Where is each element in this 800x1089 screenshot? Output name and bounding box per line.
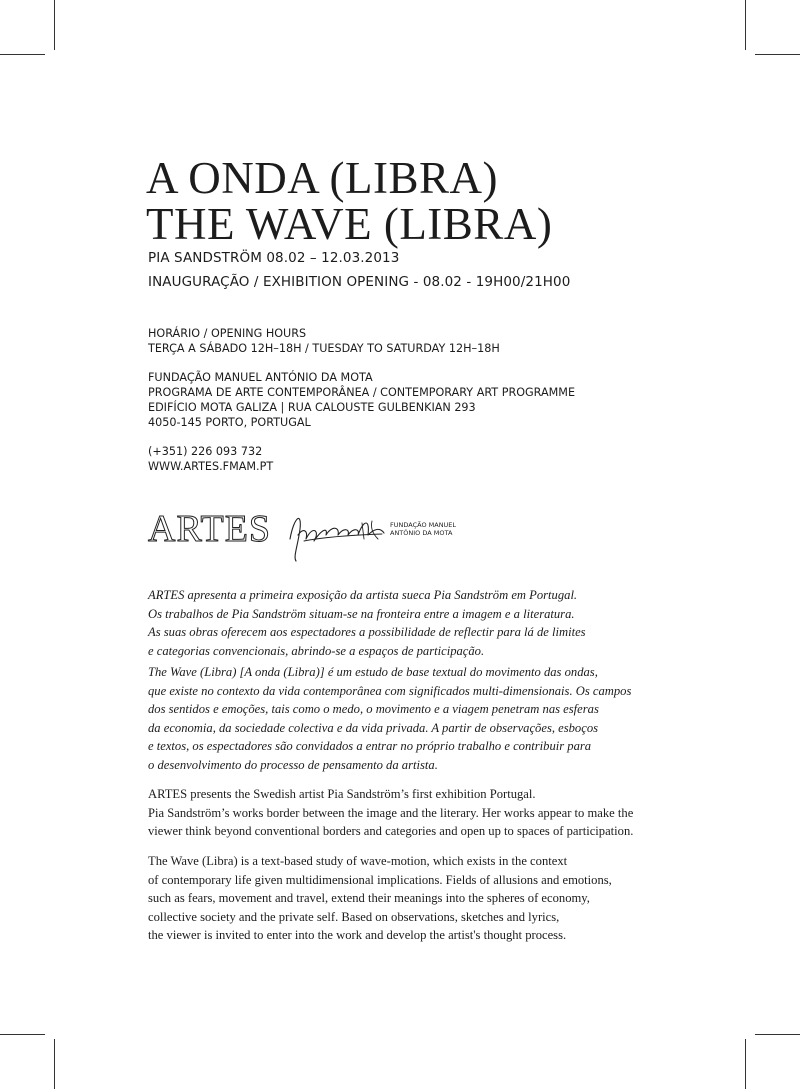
text-line: ARTES apresenta a primeira exposição da artista sueca Pia Sandström em Portugal. [148,588,578,602]
text-line: Os trabalhos de Pia Sandström situam-se na fronteira entre a imagem e a literatura. [148,606,575,621]
pt-paragraph-2 [148,663,631,774]
text-line: As suas obras oferecem aos espectadores a possibilidade de reflectir para lá de limites [148,625,586,639]
en-paragraph-1 [148,785,633,841]
text-line: da economia, da sociedade colectiva e da vida privada. A partir de observações, esboços [148,720,599,735]
text-line: Pia Sandström’s works border between the image and the literary. Her works appear to make the [148,805,634,820]
text-line: of contemporary life given multidimensional implications. Fields of allusions and emotions, [148,872,612,887]
text-line: The Wave (Libra) is a text-based study of wave-motion, which exists in the context [148,854,568,868]
crop-mark-bottom-right-vertical [745,1039,746,1089]
crop-mark-top-right-horizontal [755,54,800,55]
artes-logo: ARTES [148,508,272,550]
text-line: ARTES presents the Swedish artist Pia Sandström’s first exhibition Portugal. [148,787,536,801]
text-line: The Wave (Libra) [A onda (Libra)] é um estudo de base textual do movimento das ondas, [148,665,598,679]
text-line: o desenvolvimento do processo de pensamento da artista. [148,757,438,772]
opening-hours-value: TERÇA A SÁBADO 12H–18H / TUESDAY TO SATURDAY 12H–18H [148,342,500,355]
text-line: such as fears, movement and travel, extend their meanings into the spheres of economy, [148,891,590,905]
fundacao-logo-text [390,522,456,537]
pt-paragraph-1 [148,586,586,660]
website-link[interactable]: WWW.ARTES.FMAM.PT [148,460,274,473]
exhibition-opening: INAUGURAÇÃO / EXHIBITION OPENING - 08.02 - 19H00/21H00 [148,274,571,290]
crop-mark-top-left-vertical [54,0,55,50]
address-city: 4050-145 PORTO, PORTUGAL [148,416,311,429]
en-paragraph-2 [148,852,612,945]
crop-mark-top-right-vertical [745,0,746,50]
address-programme: PROGRAMA DE ARTE CONTEMPORÂNEA / CONTEMPORARY ART PROGRAMME [148,386,576,399]
fundacao-logo-line1: FUNDAÇÃO MANUEL [390,521,457,529]
text-line: viewer think beyond conventional borders and categories and open up to spaces of participation. [148,824,634,838]
text-line: dos sentidos e emoções, tais como o medo, o movimento e a viagem penetram nas esferas [148,702,599,716]
text-line: the viewer is invited to enter into the work and develop the artist's thought process. [148,928,567,942]
logos-row [148,505,468,565]
title-portuguese: A ONDA (LIBRA) [146,153,498,203]
text-line: que existe no contexto da vida contemporânea com significados multi-dimensionais. Os campos [148,683,632,698]
text-line: collective society and the private self. Based on observations, sketches and lyrics, [148,909,560,924]
crop-mark-bottom-left-vertical [54,1039,55,1089]
address-building: EDIFÍCIO MOTA GALIZA | RUA CALOUSTE GULBENKIAN 293 [148,401,476,414]
crop-mark-bottom-right-horizontal [755,1034,800,1035]
text-line: e textos, os espectadores são convidados a entrar no próprio trabalho e contribuir para [148,739,592,753]
address-foundation: FUNDAÇÃO MANUEL ANTÓNIO DA MOTA [148,371,373,384]
phone-number: (+351) 226 093 732 [148,445,263,458]
opening-hours-label: HORÁRIO / OPENING HOURS [148,327,307,340]
fundacao-logo-line2: ANTÓNIO DA MOTA [390,528,453,537]
artist-and-dates: PIA SANDSTRÖM 08.02 – 12.03.2013 [148,250,400,266]
crop-mark-top-left-horizontal [0,54,45,55]
title-english: THE WAVE (LIBRA) [146,199,553,249]
text-line: e categorias convencionais, abrindo-se a espaços de participação. [148,643,485,658]
crop-mark-bottom-left-horizontal [0,1034,45,1035]
signature-logo-icon [284,505,388,563]
